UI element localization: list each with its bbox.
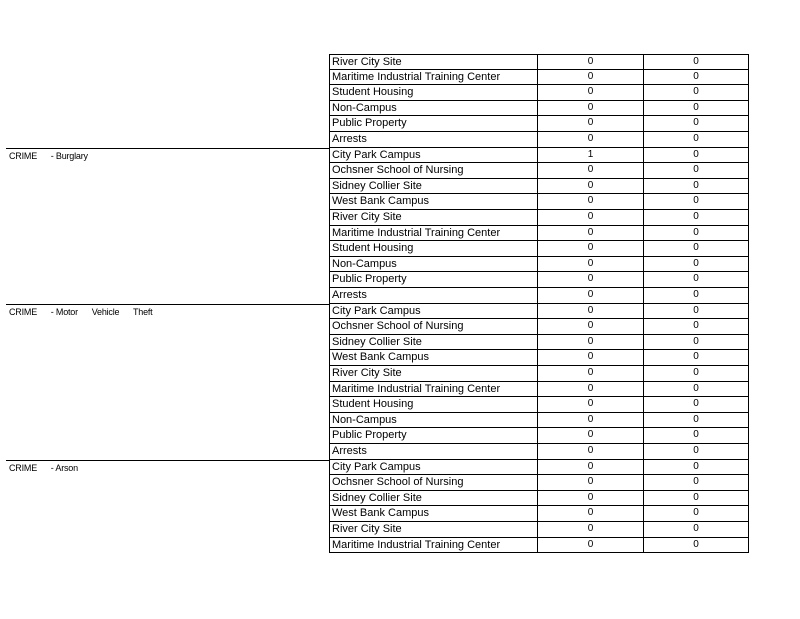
count-cell-1: 1 [537,148,643,164]
location-cell: Arrests [329,444,537,460]
location-cell: City Park Campus [329,460,537,476]
table-row [329,475,748,491]
table-row [329,116,748,132]
count-cell-2: 0 [643,335,749,351]
crime-separator [6,304,330,305]
count-cell-2: 0 [643,210,749,226]
count-cell-2: 0 [643,506,749,522]
count-cell-2: 0 [643,350,749,366]
count-cell-2: 0 [643,272,749,288]
count-cell-2: 0 [643,194,749,210]
location-cell: River City Site [329,54,537,70]
table-row [329,101,748,117]
table-row [329,522,748,538]
count-cell-2: 0 [643,366,749,382]
count-cell-1: 0 [537,194,643,210]
table-row [329,272,748,288]
table-row [329,413,748,429]
location-cell: West Bank Campus [329,194,537,210]
count-cell-2: 0 [643,85,749,101]
table-row [329,288,748,304]
table-row [329,319,748,335]
count-cell-2: 0 [643,163,749,179]
location-cell: City Park Campus [329,148,537,164]
location-cell: Sidney Collier Site [329,179,537,195]
count-cell-2: 0 [643,444,749,460]
table-row [329,366,748,382]
table-row [329,163,748,179]
count-cell-2: 0 [643,116,749,132]
count-cell-1: 0 [537,382,643,398]
count-cell-1: 0 [537,70,643,86]
location-cell: West Bank Campus [329,350,537,366]
location-cell: Ochsner School of Nursing [329,163,537,179]
crime-category-label: CRIME - Motor Vehicle Theft [9,306,153,317]
location-cell: Sidney Collier Site [329,491,537,507]
location-cell: Maritime Industrial Training Center [329,382,537,398]
count-cell-1: 0 [537,179,643,195]
count-cell-1: 0 [537,210,643,226]
count-cell-2: 0 [643,241,749,257]
count-cell-2: 0 [643,148,749,164]
count-cell-2: 0 [643,522,749,538]
location-cell: Maritime Industrial Training Center [329,70,537,86]
count-cell-2: 0 [643,397,749,413]
count-cell-1: 0 [537,85,643,101]
location-cell: River City Site [329,210,537,226]
count-cell-1: 0 [537,444,643,460]
count-cell-2: 0 [643,538,749,554]
count-cell-2: 0 [643,132,749,148]
location-cell: Ochsner School of Nursing [329,475,537,491]
location-cell: Maritime Industrial Training Center [329,538,537,554]
count-cell-2: 0 [643,382,749,398]
count-cell-1: 0 [537,506,643,522]
count-cell-1: 0 [537,350,643,366]
count-cell-2: 0 [643,179,749,195]
crime-separator [6,460,330,461]
count-cell-2: 0 [643,257,749,273]
count-cell-2: 0 [643,101,749,117]
table-row [329,538,748,554]
location-cell: West Bank Campus [329,506,537,522]
count-cell-1: 0 [537,319,643,335]
count-cell-1: 0 [537,116,643,132]
count-cell-1: 0 [537,397,643,413]
count-cell-2: 0 [643,475,749,491]
count-cell-1: 0 [537,272,643,288]
count-cell-2: 0 [643,54,749,70]
count-cell-1: 0 [537,475,643,491]
table-row [329,226,748,242]
table-row [329,241,748,257]
location-cell: Non-Campus [329,413,537,429]
table-row [329,148,748,164]
count-cell-1: 0 [537,132,643,148]
location-cell: Public Property [329,116,537,132]
location-cell: Arrests [329,288,537,304]
table-row [329,54,748,70]
table-row [329,210,748,226]
location-cell: Sidney Collier Site [329,335,537,351]
location-cell: Arrests [329,132,537,148]
table-row [329,460,748,476]
location-cell: City Park Campus [329,304,537,320]
count-cell-1: 0 [537,538,643,554]
count-cell-1: 0 [537,460,643,476]
count-cell-2: 0 [643,319,749,335]
count-cell-2: 0 [643,226,749,242]
table-row [329,194,748,210]
location-cell: Non-Campus [329,257,537,273]
table-row [329,397,748,413]
count-cell-1: 0 [537,522,643,538]
table-row [329,132,748,148]
count-cell-2: 0 [643,491,749,507]
table-row [329,444,748,460]
location-cell: River City Site [329,522,537,538]
location-cell: Non-Campus [329,101,537,117]
count-cell-1: 0 [537,335,643,351]
location-cell: River City Site [329,366,537,382]
count-cell-1: 0 [537,226,643,242]
crime-category-label: CRIME - Burglary [9,150,88,161]
count-cell-1: 0 [537,54,643,70]
crime-category-label: CRIME - Arson [9,462,78,473]
count-cell-2: 0 [643,413,749,429]
location-cell: Public Property [329,428,537,444]
count-cell-1: 0 [537,257,643,273]
count-cell-2: 0 [643,304,749,320]
table-row [329,350,748,366]
count-cell-1: 0 [537,163,643,179]
count-cell-1: 0 [537,101,643,117]
table-row [329,257,748,273]
location-cell: Maritime Industrial Training Center [329,226,537,242]
count-cell-1: 0 [537,241,643,257]
table-row [329,85,748,101]
location-cell: Student Housing [329,241,537,257]
count-cell-1: 0 [537,304,643,320]
location-cell: Public Property [329,272,537,288]
count-cell-2: 0 [643,460,749,476]
table-row [329,428,748,444]
table-row [329,335,748,351]
count-cell-1: 0 [537,366,643,382]
count-cell-2: 0 [643,428,749,444]
count-cell-1: 0 [537,413,643,429]
count-cell-1: 0 [537,491,643,507]
crime-separator [6,148,330,149]
count-cell-2: 0 [643,288,749,304]
table-row [329,304,748,320]
table-row [329,70,748,86]
count-cell-2: 0 [643,70,749,86]
table-row [329,382,748,398]
location-cell: Student Housing [329,397,537,413]
table-row [329,491,748,507]
count-cell-1: 0 [537,288,643,304]
table-row [329,179,748,195]
location-cell: Student Housing [329,85,537,101]
count-cell-1: 0 [537,428,643,444]
table-row [329,506,748,522]
location-cell: Ochsner School of Nursing [329,319,537,335]
